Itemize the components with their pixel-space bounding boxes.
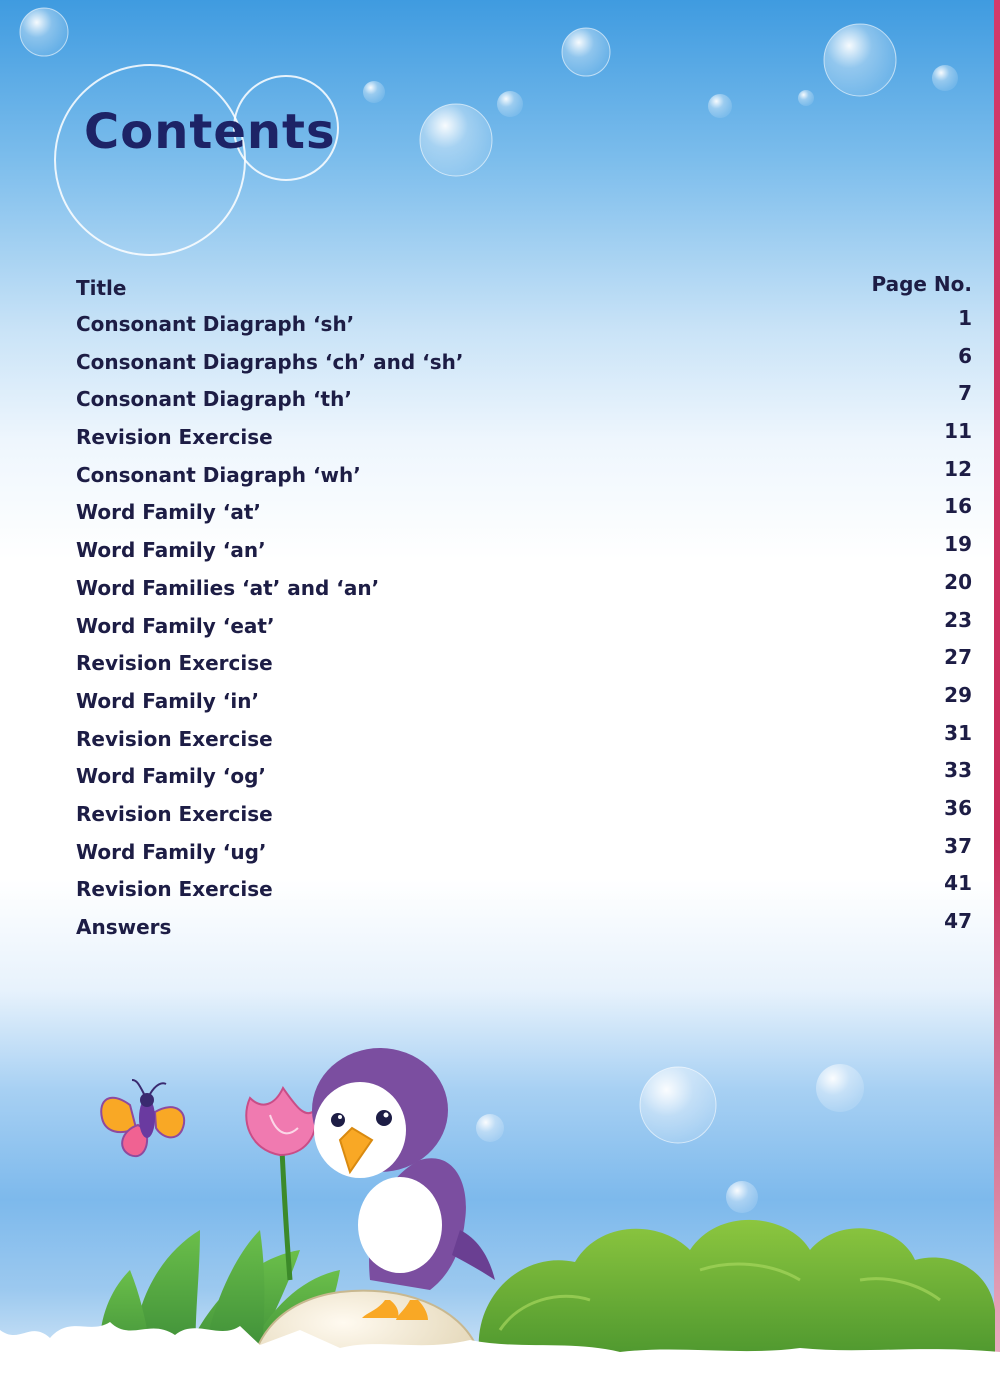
- toc-entry-page: 36: [944, 795, 972, 820]
- toc-entry: [76, 645, 972, 687]
- bubble-icon: [497, 91, 523, 117]
- toc-entry-title: Word Family ‘an’: [76, 538, 266, 563]
- toc-entry-title: Revision Exercise: [76, 801, 273, 826]
- illustration-scene: [0, 1000, 1000, 1398]
- toc-entry: [76, 682, 972, 725]
- toc-entry: [76, 456, 972, 499]
- bubble-icon: [55, 65, 245, 255]
- toc-entry-title: Revision Exercise: [76, 651, 273, 676]
- toc-entry: [76, 306, 972, 348]
- toc-title-column-label: Title: [76, 276, 127, 300]
- toc-page-column-label: Page No.: [871, 272, 972, 296]
- toc-entry-page: 19: [944, 532, 972, 557]
- toc-entry-page: 47: [944, 909, 972, 933]
- toc-entry-title: Word Family ‘in’: [76, 688, 260, 713]
- toc-entry-title: Word Family ‘at’: [76, 500, 262, 525]
- toc-entry-title: Word Family ‘eat’: [76, 613, 275, 638]
- toc-entry-page: 12: [944, 456, 972, 481]
- toc-entry-page: 31: [944, 720, 972, 745]
- toc-entry-page: 1: [958, 306, 972, 330]
- bubble-icon: [798, 90, 814, 106]
- toc-entry-title: Consonant Diagraph ‘th’: [76, 387, 352, 412]
- toc-entry: [76, 909, 972, 951]
- toc-entry-title: Consonant Diagraphs ‘ch’ and ‘sh’: [76, 349, 464, 374]
- toc-entry: [76, 419, 972, 461]
- bubble-icon: [816, 1064, 864, 1112]
- toc-entry-title: Revision Exercise: [76, 726, 273, 751]
- bubble-icon: [20, 8, 68, 56]
- page-title: Contents: [84, 104, 336, 160]
- toc-entry: [76, 720, 972, 763]
- toc-entry-title: Revision Exercise: [76, 877, 273, 902]
- toc-entry-page: 11: [944, 419, 972, 444]
- toc-entry: [76, 381, 972, 423]
- toc-header: [76, 272, 972, 304]
- toc-entry-page: 20: [944, 569, 972, 594]
- toc-entry: [76, 758, 972, 800]
- toc-entry-page: 27: [944, 645, 972, 670]
- toc-entry: [76, 532, 972, 574]
- toc-entry-title: Word Families ‘at’ and ‘an’: [76, 575, 380, 600]
- toc-entry-page: 33: [944, 758, 972, 783]
- toc-entry-page: 29: [944, 682, 972, 707]
- bubble-icon: [640, 1067, 716, 1143]
- toc-list: [76, 306, 972, 951]
- penguin-icon: [312, 1048, 495, 1320]
- toc-entry-title: Word Family ‘og’: [76, 764, 267, 789]
- bubble-icon: [824, 24, 896, 96]
- toc-entry-title: Consonant Diagraph ‘sh’: [76, 312, 355, 336]
- bubble-icon: [726, 1181, 758, 1213]
- butterfly-icon: [101, 1080, 184, 1156]
- toc-entry: [76, 871, 972, 913]
- toc-entry-page: 41: [944, 871, 972, 896]
- toc-entry-page: 6: [958, 343, 972, 368]
- bubble-icon: [708, 94, 732, 118]
- toc-entry-page: 37: [944, 833, 972, 858]
- toc-entry: [76, 833, 972, 876]
- toc-entry-title: Consonant Diagraph ‘wh’: [76, 462, 361, 487]
- toc-entry-title: Revision Exercise: [76, 425, 273, 450]
- toc-entry: [76, 607, 972, 650]
- toc-entry-title: Word Family ‘ug’: [76, 839, 267, 864]
- toc-entry: [76, 795, 972, 838]
- toc-entry-page: 23: [944, 607, 972, 632]
- bubble-icon: [476, 1114, 504, 1142]
- bubble-icon: [562, 28, 610, 76]
- bubble-icon: [420, 104, 492, 176]
- bubble-icon: [932, 65, 958, 91]
- bubble-icon: [363, 81, 385, 103]
- toc-entry-page: 7: [958, 381, 972, 406]
- toc-entry-title: Answers: [76, 915, 172, 939]
- toc-entry: [76, 343, 972, 386]
- toc-entry-page: 16: [944, 494, 972, 519]
- toc-entry: [76, 494, 972, 536]
- toc-entry: [76, 569, 972, 612]
